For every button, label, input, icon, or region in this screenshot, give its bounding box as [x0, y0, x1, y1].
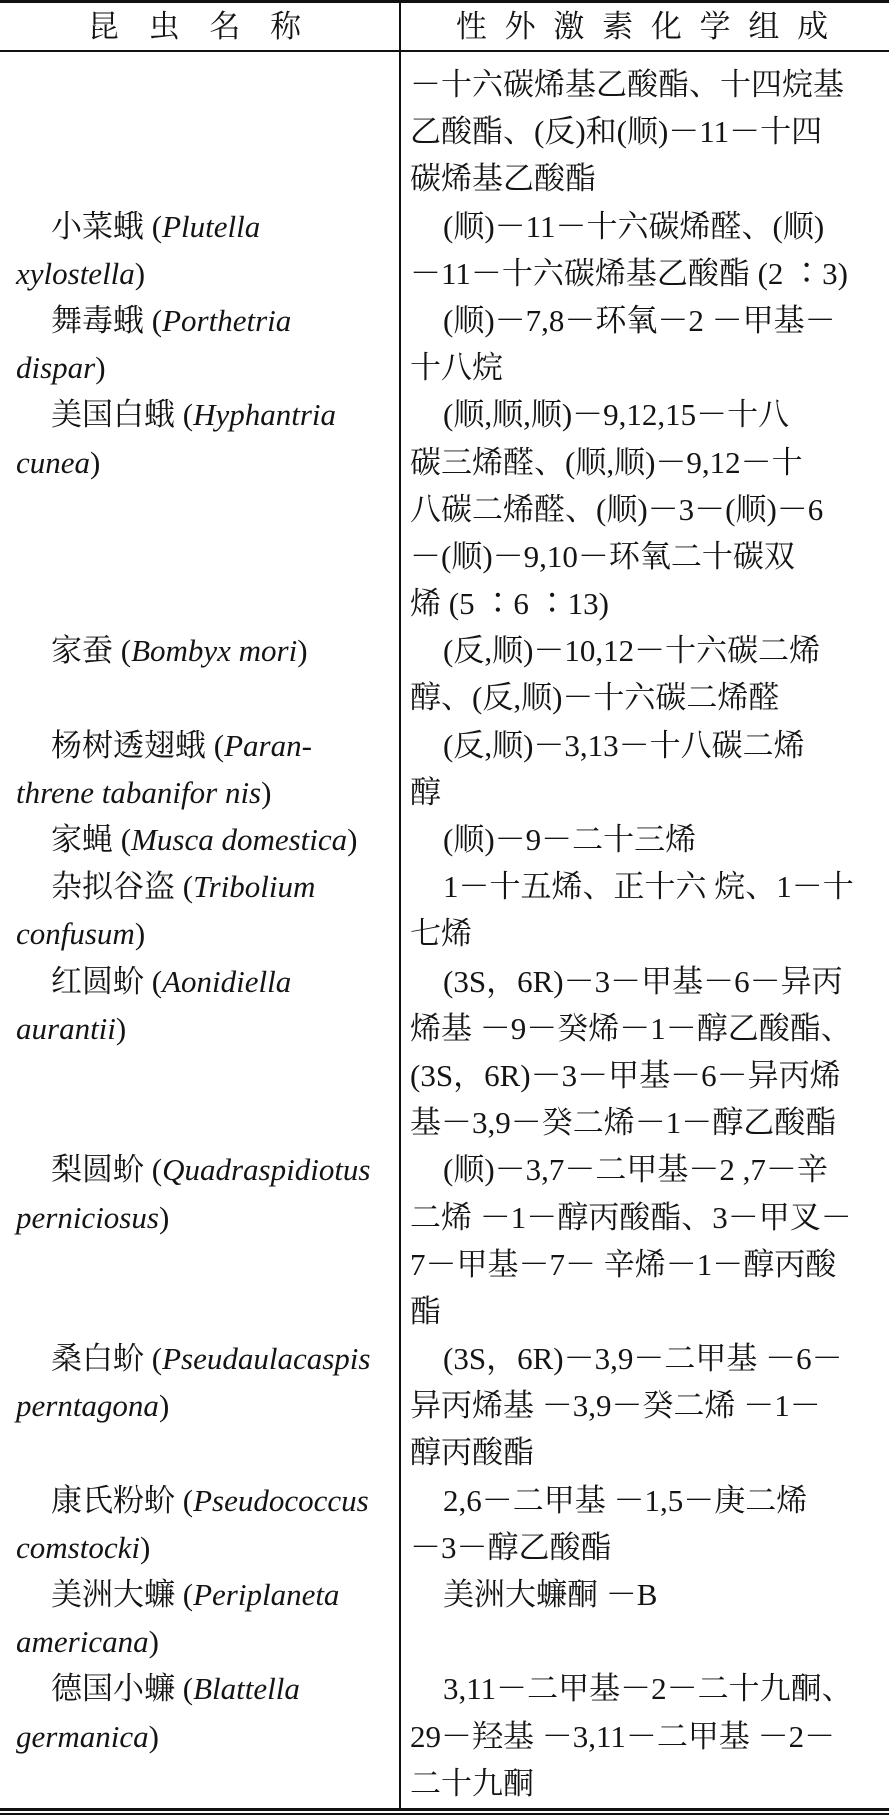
closing-paren: )	[115, 1010, 127, 1046]
scientific-name: Hyphantria	[193, 397, 337, 433]
pheromone-composition-cell	[400, 863, 889, 957]
composition-line: (顺,顺,顺)－9,12,15－十八	[443, 397, 790, 433]
composition-line: 乙酸酯、(反)和(顺)－11－十四	[410, 114, 823, 150]
insect-common-name: 德国小蠊 (	[51, 1671, 194, 1707]
closing-paren: )	[90, 444, 101, 480]
pheromone-composition-cell	[400, 1477, 889, 1571]
insect-name-cell	[0, 297, 400, 391]
composition-line: 醇、(反,顺)－十六碳二烯醛	[410, 680, 780, 716]
table-row	[0, 958, 889, 1147]
table-row	[0, 1665, 889, 1807]
insect-name-line	[0, 1382, 400, 1429]
table-row	[0, 1146, 889, 1335]
pheromone-composition-cell	[400, 1665, 889, 1807]
table-body	[0, 61, 889, 1807]
composition-line: (3S，6R)－3－甲基－6－异丙烯	[410, 1057, 841, 1093]
pheromone-composition-cell	[400, 1571, 889, 1665]
closing-paren: )	[158, 1199, 170, 1235]
composition-line: 美洲大蠊酮 －B	[443, 1577, 658, 1612]
bottom-rule	[0, 1808, 889, 1815]
closing-paren: )	[148, 1718, 159, 1754]
composition-line: －十六碳烯基乙酸酯、十四烷基	[410, 67, 844, 102]
insect-name-line	[0, 958, 400, 1005]
pheromone-composition-cell	[400, 203, 889, 297]
insect-name-line	[0, 1335, 400, 1382]
insect-name-cell	[0, 203, 400, 297]
closing-paren: )	[134, 916, 146, 952]
table-row	[0, 722, 889, 816]
scientific-name: xylostella	[16, 255, 135, 291]
insect-common-name: 小菜蛾 (	[51, 208, 163, 244]
insect-name-line	[0, 1571, 400, 1618]
header-rule	[0, 50, 889, 52]
insect-name-cell	[0, 722, 400, 816]
insect-name-line	[0, 344, 400, 391]
scientific-name: comstocki	[16, 1529, 140, 1565]
insect-common-name: 家蝇 (	[51, 822, 132, 857]
composition-line: (反,顺)－10,12－十六碳二烯	[443, 633, 821, 669]
closing-paren: )	[134, 255, 146, 291]
composition-line: 7－甲基－7－ 辛烯－1－醇丙酸	[410, 1246, 837, 1282]
composition-line: 29－羟基 －3,11－二甲基 －2－	[410, 1718, 836, 1754]
table-row	[0, 1571, 889, 1665]
insect-common-name: 家蚕 (	[51, 633, 132, 669]
table-row	[0, 816, 889, 863]
table-row	[0, 297, 889, 391]
scientific-name: perntagona	[16, 1388, 159, 1424]
composition-line: 2,6－二甲基 －1,5－庚二烯	[443, 1482, 808, 1518]
scientific-name: threne tabanifor nis	[16, 774, 262, 810]
pheromone-composition-cell	[400, 61, 889, 203]
scientific-name: Periplaneta	[193, 1577, 340, 1612]
column-header-pheromone-composition: 性 外 激 素 化 学 组 成	[455, 9, 834, 44]
insect-name-cell	[0, 1571, 400, 1665]
composition-line: (顺)－3,7－二甲基－2 ,7－辛	[443, 1152, 828, 1188]
composition-line: 1－十五烯、正十六 烷、1－十	[443, 869, 854, 905]
insect-name-line	[0, 722, 400, 769]
insect-name-line	[0, 910, 400, 957]
insect-name-line	[0, 1194, 400, 1241]
closing-paren: )	[261, 774, 272, 810]
composition-line: 碳烯基乙酸酯	[410, 161, 596, 197]
pheromone-composition-cell	[400, 1335, 889, 1477]
scientific-name: cunea	[16, 444, 91, 480]
insect-name-line	[0, 816, 400, 863]
scientific-name: Tribolium	[193, 869, 316, 905]
column-header-insect-name: 昆 虫 名 称	[87, 9, 313, 44]
insect-name-cell	[0, 61, 400, 203]
scientific-name: Bombyx mori	[131, 633, 298, 669]
composition-line: 八碳二烯醛、(顺)－3－(顺)－6	[410, 491, 824, 527]
closing-paren: )	[139, 1529, 151, 1565]
scientific-name: Paran-	[224, 727, 312, 763]
insect-name-line	[0, 1524, 400, 1571]
insect-common-name: 杂拟谷盗 (	[51, 869, 194, 905]
insect-name-cell	[0, 1146, 400, 1335]
insect-name-line	[0, 297, 400, 344]
insect-name-line	[0, 863, 400, 910]
composition-line: 醇	[410, 774, 441, 810]
insect-name-line	[0, 1713, 400, 1760]
insect-name-cell	[0, 1477, 400, 1571]
pheromone-composition-cell	[400, 816, 889, 863]
insect-common-name: 梨圆蚧 (	[51, 1152, 163, 1188]
scientific-name: Musca domestica	[131, 822, 348, 857]
composition-line: 二烯 －1－醇丙酸酯、3－甲叉－	[410, 1199, 852, 1235]
pheromone-composition-cell	[400, 297, 889, 391]
pheromone-composition-cell	[400, 627, 889, 721]
scientific-name: Blattella	[193, 1671, 300, 1707]
composition-line: (顺)－9－二十三烯	[443, 822, 697, 857]
insect-common-name: 舞毒蛾 (	[51, 302, 163, 338]
composition-line: －11－十六碳烯基乙酸酯 (2 ∶3)	[410, 255, 848, 291]
table-row	[0, 863, 889, 957]
insect-common-name: 红圆蚧 (	[51, 963, 163, 999]
closing-paren: )	[297, 633, 308, 669]
scientific-name: Porthetria	[162, 302, 292, 338]
insect-name-cell	[0, 816, 400, 863]
composition-line: 二十九酮	[410, 1765, 534, 1801]
insect-name-line	[0, 203, 400, 250]
insect-name-line	[0, 391, 400, 438]
scientific-name: aurantii	[16, 1010, 116, 1046]
pheromone-composition-cell	[400, 391, 889, 627]
table-row	[0, 61, 889, 203]
composition-line: (3S，6R)－3－甲基－6－异丙	[443, 963, 843, 999]
pheromone-composition-cell	[400, 722, 889, 816]
insect-name-cell	[0, 958, 400, 1147]
insect-name-line	[0, 1477, 400, 1524]
composition-line: (顺)－11－十六碳烯醛、(顺)	[443, 208, 825, 244]
insect-common-name: 杨树透翅蛾 (	[51, 727, 225, 763]
closing-paren: )	[95, 350, 106, 386]
scientific-name: Pseudaulacaspis	[162, 1341, 371, 1377]
pheromone-composition-cell	[400, 1146, 889, 1335]
composition-line: 3,11－二甲基－2－二十九酮、	[443, 1671, 853, 1707]
insect-name-line	[0, 769, 400, 816]
composition-line: 烯 (5 ∶6 ∶13)	[410, 586, 609, 622]
scientific-name: dispar	[16, 350, 96, 386]
composition-line: (3S，6R)－3,9－二甲基 －6－	[443, 1341, 843, 1377]
insect-name-cell	[0, 391, 400, 627]
insect-name-line	[0, 627, 400, 674]
insect-name-cell	[0, 1665, 400, 1807]
insect-name-line	[0, 1146, 400, 1193]
scientific-name: confusum	[16, 916, 135, 952]
closing-paren: )	[347, 822, 358, 857]
insect-name-line	[0, 439, 400, 486]
composition-line: 烯基 －9－癸烯－1－醇乙酸酯、	[410, 1010, 852, 1046]
table-row	[0, 1477, 889, 1571]
insect-name-cell	[0, 1335, 400, 1477]
scientific-name: perniciosus	[16, 1199, 159, 1235]
pheromone-composition-cell	[400, 958, 889, 1147]
composition-line: 酯	[410, 1293, 441, 1329]
scientific-name: germanica	[16, 1718, 149, 1754]
composition-line: 碳三烯醛、(顺,顺)－9,12－十	[410, 444, 803, 480]
composition-line: 异丙烯基 －3,9－癸二烯 －1－	[410, 1388, 821, 1424]
insect-name-line	[0, 250, 400, 297]
scientific-name: Plutella	[162, 208, 261, 244]
insect-name-cell	[0, 627, 400, 721]
insect-common-name: 桑白蚧 (	[51, 1341, 163, 1377]
scientific-name: Pseudococcus	[193, 1482, 369, 1518]
table-row	[0, 391, 889, 627]
scientific-name: americana	[16, 1624, 149, 1660]
composition-line: 十八烷	[410, 350, 503, 386]
composition-line: 醇丙酸酯	[410, 1435, 534, 1471]
scientific-name: Quadraspidiotus	[162, 1152, 371, 1188]
table-header	[0, 3, 889, 50]
insect-name-line	[0, 1005, 400, 1052]
table-row	[0, 627, 889, 721]
closing-paren: )	[158, 1388, 170, 1424]
composition-line: (顺)－7,8－环氧－2 －甲基－	[443, 302, 836, 338]
table-row	[0, 203, 889, 297]
insect-name-cell	[0, 863, 400, 957]
composition-line: 基－3,9－癸二烯－1－醇乙酸酯	[410, 1105, 837, 1141]
composition-line: －(顺)－9,10－环氧二十碳双	[410, 538, 795, 574]
composition-line: 七烯	[410, 916, 472, 952]
composition-line: (反,顺)－3,13－十八碳二烯	[443, 727, 805, 763]
insect-common-name: 康氏粉蚧 (	[51, 1482, 194, 1518]
composition-line: －3－醇乙酸酯	[410, 1529, 612, 1565]
insect-name-line	[0, 1665, 400, 1712]
scientific-name: Aonidiella	[162, 963, 292, 999]
insect-name-line	[0, 1618, 400, 1665]
insect-common-name: 美国白蛾 (	[51, 397, 194, 433]
closing-paren: )	[148, 1624, 159, 1660]
insect-common-name: 美洲大蠊 (	[51, 1577, 194, 1612]
table-row	[0, 1335, 889, 1477]
